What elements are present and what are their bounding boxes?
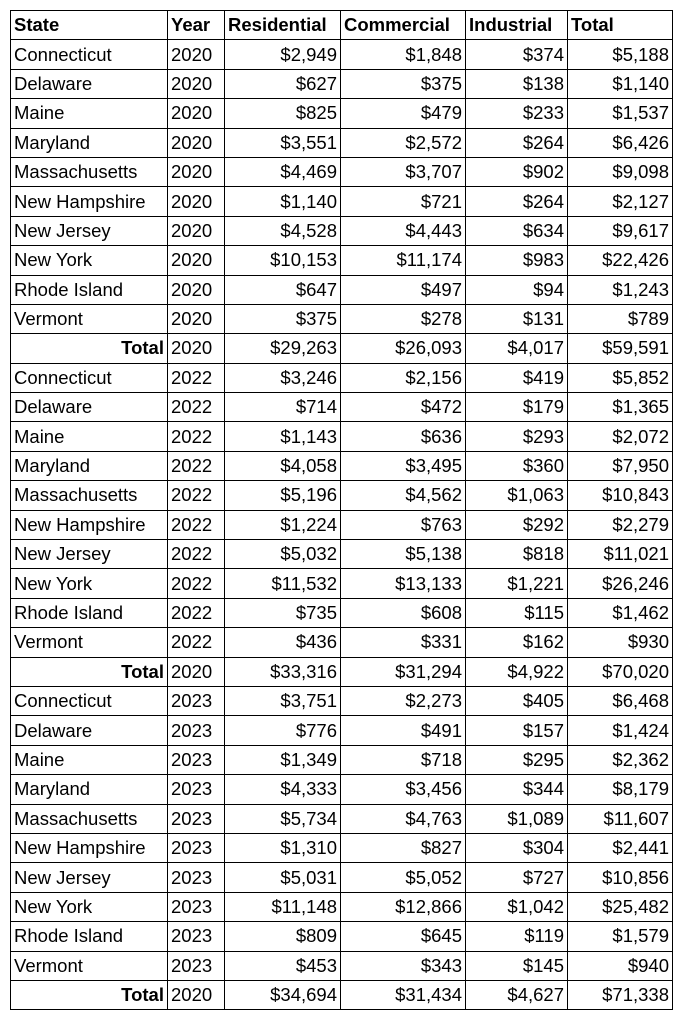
cell-commercial: $2,572: [341, 128, 466, 157]
cell-total: $2,072: [568, 422, 673, 451]
cell-total: $8,179: [568, 775, 673, 804]
cell-total: $5,188: [568, 40, 673, 69]
table-row: [11, 892, 673, 921]
cell-total: $11,021: [568, 540, 673, 569]
table-row: [11, 216, 673, 245]
cell-state: Maryland: [11, 451, 168, 480]
cell-industrial: $264: [466, 128, 568, 157]
cell-year: 2022: [168, 510, 225, 539]
cell-residential: $1,349: [225, 745, 341, 774]
cell-state: Maryland: [11, 128, 168, 157]
cell-year: 2023: [168, 775, 225, 804]
table-row: [11, 363, 673, 392]
table-row: [11, 745, 673, 774]
cell-commercial: $3,456: [341, 775, 466, 804]
cell-commercial: $278: [341, 304, 466, 333]
cell-total: $10,843: [568, 481, 673, 510]
cell-total: $1,140: [568, 69, 673, 98]
cell-residential: $5,031: [225, 863, 341, 892]
cell-year: 2023: [168, 686, 225, 715]
cell-commercial: $1,848: [341, 40, 466, 69]
cell-total: $7,950: [568, 451, 673, 480]
cell-residential: $4,528: [225, 216, 341, 245]
table-row: [11, 775, 673, 804]
cell-industrial: $157: [466, 716, 568, 745]
cell-industrial: $115: [466, 598, 568, 627]
cell-year: 2023: [168, 951, 225, 980]
data-table-container: [10, 10, 672, 1010]
cell-year: 2022: [168, 481, 225, 510]
header-state: State: [11, 11, 168, 40]
cell-state: Connecticut: [11, 686, 168, 715]
cell-commercial: $636: [341, 422, 466, 451]
table-header: [11, 11, 673, 40]
cell-industrial: $145: [466, 951, 568, 980]
cell-state: Vermont: [11, 304, 168, 333]
cell-total: $71,338: [568, 980, 673, 1009]
cell-residential: $1,224: [225, 510, 341, 539]
cell-year: 2020: [168, 187, 225, 216]
cell-commercial: $721: [341, 187, 466, 216]
cell-total: $1,243: [568, 275, 673, 304]
cell-state: New York: [11, 892, 168, 921]
cell-total: $2,279: [568, 510, 673, 539]
cell-state: Vermont: [11, 951, 168, 980]
cell-industrial: $233: [466, 99, 568, 128]
cell-residential: $627: [225, 69, 341, 98]
table-row: [11, 187, 673, 216]
cell-industrial: $1,042: [466, 892, 568, 921]
cell-commercial: $5,052: [341, 863, 466, 892]
cell-commercial: $479: [341, 99, 466, 128]
cell-residential: $33,316: [225, 657, 341, 686]
cell-state: Massachusetts: [11, 157, 168, 186]
cell-industrial: $405: [466, 686, 568, 715]
cell-year: 2023: [168, 804, 225, 833]
cell-industrial: $1,221: [466, 569, 568, 598]
cell-state: New Hampshire: [11, 187, 168, 216]
table-row: [11, 510, 673, 539]
cell-commercial: $472: [341, 393, 466, 422]
cell-commercial: $31,294: [341, 657, 466, 686]
cell-year: 2020: [168, 157, 225, 186]
cell-year: 2020: [168, 246, 225, 275]
total-label: Total: [11, 980, 168, 1009]
cell-residential: $714: [225, 393, 341, 422]
cell-commercial: $491: [341, 716, 466, 745]
cell-commercial: $11,174: [341, 246, 466, 275]
cell-residential: $375: [225, 304, 341, 333]
total-label: Total: [11, 334, 168, 363]
header-total: Total: [568, 11, 673, 40]
cell-residential: $29,263: [225, 334, 341, 363]
table-row: [11, 628, 673, 657]
cell-year: 2020: [168, 69, 225, 98]
cell-industrial: $119: [466, 922, 568, 951]
cell-industrial: $818: [466, 540, 568, 569]
cell-commercial: $3,495: [341, 451, 466, 480]
cell-total: $1,462: [568, 598, 673, 627]
cell-year: 2020: [168, 304, 225, 333]
table-row: [11, 686, 673, 715]
cell-industrial: $4,017: [466, 334, 568, 363]
cell-commercial: $2,273: [341, 686, 466, 715]
cell-year: 2020: [168, 40, 225, 69]
cell-total: $6,468: [568, 686, 673, 715]
header-commercial: Commercial: [341, 11, 466, 40]
cell-year: 2022: [168, 363, 225, 392]
table-body: [11, 40, 673, 1010]
cell-residential: $735: [225, 598, 341, 627]
cell-state: Rhode Island: [11, 922, 168, 951]
cell-total: $2,127: [568, 187, 673, 216]
cell-industrial: $293: [466, 422, 568, 451]
cell-residential: $2,949: [225, 40, 341, 69]
table-row: [11, 833, 673, 862]
cell-commercial: $645: [341, 922, 466, 951]
cell-industrial: $131: [466, 304, 568, 333]
cell-residential: $1,143: [225, 422, 341, 451]
cell-state: Massachusetts: [11, 481, 168, 510]
table-row: [11, 422, 673, 451]
cell-residential: $1,140: [225, 187, 341, 216]
header-industrial: Industrial: [466, 11, 568, 40]
cell-commercial: $26,093: [341, 334, 466, 363]
cell-commercial: $4,763: [341, 804, 466, 833]
table-row: [11, 69, 673, 98]
cell-total: $26,246: [568, 569, 673, 598]
cell-state: New York: [11, 246, 168, 275]
table-row: [11, 128, 673, 157]
cell-state: New Hampshire: [11, 833, 168, 862]
cell-year: 2023: [168, 745, 225, 774]
cell-industrial: $4,922: [466, 657, 568, 686]
table-row: [11, 922, 673, 951]
cell-residential: $11,532: [225, 569, 341, 598]
cell-residential: $11,148: [225, 892, 341, 921]
cell-state: Rhode Island: [11, 275, 168, 304]
table-row: [11, 598, 673, 627]
table-row: [11, 804, 673, 833]
table-row: [11, 863, 673, 892]
cell-year: 2022: [168, 451, 225, 480]
cell-state: Delaware: [11, 716, 168, 745]
cell-year: 2020: [168, 275, 225, 304]
cell-industrial: $138: [466, 69, 568, 98]
table-row: [11, 481, 673, 510]
cell-commercial: $718: [341, 745, 466, 774]
cell-year: 2020: [168, 657, 225, 686]
cell-industrial: $179: [466, 393, 568, 422]
cell-commercial: $3,707: [341, 157, 466, 186]
cell-commercial: $4,443: [341, 216, 466, 245]
cell-commercial: $4,562: [341, 481, 466, 510]
cell-industrial: $4,627: [466, 980, 568, 1009]
cell-total: $1,365: [568, 393, 673, 422]
cell-commercial: $343: [341, 951, 466, 980]
cell-residential: $5,196: [225, 481, 341, 510]
cell-total: $789: [568, 304, 673, 333]
cell-commercial: $763: [341, 510, 466, 539]
cell-state: Massachusetts: [11, 804, 168, 833]
cell-industrial: $374: [466, 40, 568, 69]
cell-commercial: $608: [341, 598, 466, 627]
cell-year: 2020: [168, 980, 225, 1009]
cell-year: 2022: [168, 628, 225, 657]
cell-industrial: $304: [466, 833, 568, 862]
table-row: [11, 157, 673, 186]
cell-state: New Jersey: [11, 863, 168, 892]
total-label: Total: [11, 657, 168, 686]
cell-year: 2022: [168, 598, 225, 627]
cell-commercial: $31,434: [341, 980, 466, 1009]
cell-total: $940: [568, 951, 673, 980]
cell-industrial: $344: [466, 775, 568, 804]
cell-total: $70,020: [568, 657, 673, 686]
cell-year: 2020: [168, 216, 225, 245]
cell-state: Vermont: [11, 628, 168, 657]
total-row: [11, 334, 673, 363]
cell-year: 2020: [168, 99, 225, 128]
cell-total: $10,856: [568, 863, 673, 892]
cell-total: $5,852: [568, 363, 673, 392]
cell-industrial: $264: [466, 187, 568, 216]
cell-year: 2020: [168, 334, 225, 363]
cell-commercial: $2,156: [341, 363, 466, 392]
cell-total: $1,424: [568, 716, 673, 745]
cell-commercial: $5,138: [341, 540, 466, 569]
cell-commercial: $13,133: [341, 569, 466, 598]
cell-total: $2,362: [568, 745, 673, 774]
cell-state: Rhode Island: [11, 598, 168, 627]
cell-industrial: $983: [466, 246, 568, 275]
cell-commercial: $497: [341, 275, 466, 304]
cell-total: $11,607: [568, 804, 673, 833]
cell-year: 2023: [168, 863, 225, 892]
cell-residential: $3,551: [225, 128, 341, 157]
table-row: [11, 275, 673, 304]
cell-year: 2023: [168, 922, 225, 951]
cell-residential: $1,310: [225, 833, 341, 862]
table-row: [11, 540, 673, 569]
cell-residential: $453: [225, 951, 341, 980]
cell-total: $9,098: [568, 157, 673, 186]
cell-total: $6,426: [568, 128, 673, 157]
cell-residential: $10,153: [225, 246, 341, 275]
cell-residential: $5,734: [225, 804, 341, 833]
cell-state: Maine: [11, 422, 168, 451]
cell-total: $59,591: [568, 334, 673, 363]
cell-commercial: $375: [341, 69, 466, 98]
cell-industrial: $1,089: [466, 804, 568, 833]
cell-total: $25,482: [568, 892, 673, 921]
cell-commercial: $12,866: [341, 892, 466, 921]
cell-residential: $5,032: [225, 540, 341, 569]
header-residential: Residential: [225, 11, 341, 40]
cell-industrial: $419: [466, 363, 568, 392]
header-year: Year: [168, 11, 225, 40]
cell-residential: $34,694: [225, 980, 341, 1009]
cell-state: Maine: [11, 745, 168, 774]
cell-year: 2022: [168, 569, 225, 598]
cell-residential: $436: [225, 628, 341, 657]
cell-residential: $776: [225, 716, 341, 745]
cell-state: Delaware: [11, 69, 168, 98]
cell-year: 2022: [168, 540, 225, 569]
cell-state: Delaware: [11, 393, 168, 422]
cell-total: $9,617: [568, 216, 673, 245]
cell-industrial: $727: [466, 863, 568, 892]
header-row: [11, 11, 673, 40]
cell-state: Maine: [11, 99, 168, 128]
table-row: [11, 304, 673, 333]
cell-industrial: $162: [466, 628, 568, 657]
cell-residential: $3,246: [225, 363, 341, 392]
cell-year: 2020: [168, 128, 225, 157]
cell-industrial: $634: [466, 216, 568, 245]
table-row: [11, 951, 673, 980]
cell-total: $930: [568, 628, 673, 657]
cell-industrial: $902: [466, 157, 568, 186]
cell-residential: $809: [225, 922, 341, 951]
table-row: [11, 393, 673, 422]
cell-commercial: $827: [341, 833, 466, 862]
cell-residential: $4,333: [225, 775, 341, 804]
cell-total: $1,579: [568, 922, 673, 951]
cell-industrial: $1,063: [466, 481, 568, 510]
cell-industrial: $292: [466, 510, 568, 539]
cell-year: 2023: [168, 892, 225, 921]
total-row: [11, 980, 673, 1009]
table-row: [11, 451, 673, 480]
cell-year: 2022: [168, 393, 225, 422]
cell-state: New Jersey: [11, 540, 168, 569]
table-row: [11, 569, 673, 598]
total-row: [11, 657, 673, 686]
cell-year: 2023: [168, 833, 225, 862]
cell-year: 2023: [168, 716, 225, 745]
cell-state: Connecticut: [11, 40, 168, 69]
cell-total: $1,537: [568, 99, 673, 128]
table-row: [11, 246, 673, 275]
cell-state: New Hampshire: [11, 510, 168, 539]
cell-industrial: $295: [466, 745, 568, 774]
cell-industrial: $94: [466, 275, 568, 304]
cell-residential: $4,469: [225, 157, 341, 186]
electricity-table: [10, 10, 673, 1010]
cell-state: Connecticut: [11, 363, 168, 392]
cell-residential: $825: [225, 99, 341, 128]
table-row: [11, 40, 673, 69]
cell-state: New York: [11, 569, 168, 598]
cell-residential: $647: [225, 275, 341, 304]
cell-state: New Jersey: [11, 216, 168, 245]
cell-industrial: $360: [466, 451, 568, 480]
cell-total: $22,426: [568, 246, 673, 275]
cell-commercial: $331: [341, 628, 466, 657]
cell-total: $2,441: [568, 833, 673, 862]
cell-residential: $3,751: [225, 686, 341, 715]
cell-residential: $4,058: [225, 451, 341, 480]
cell-year: 2022: [168, 422, 225, 451]
table-row: [11, 99, 673, 128]
cell-state: Maryland: [11, 775, 168, 804]
table-row: [11, 716, 673, 745]
